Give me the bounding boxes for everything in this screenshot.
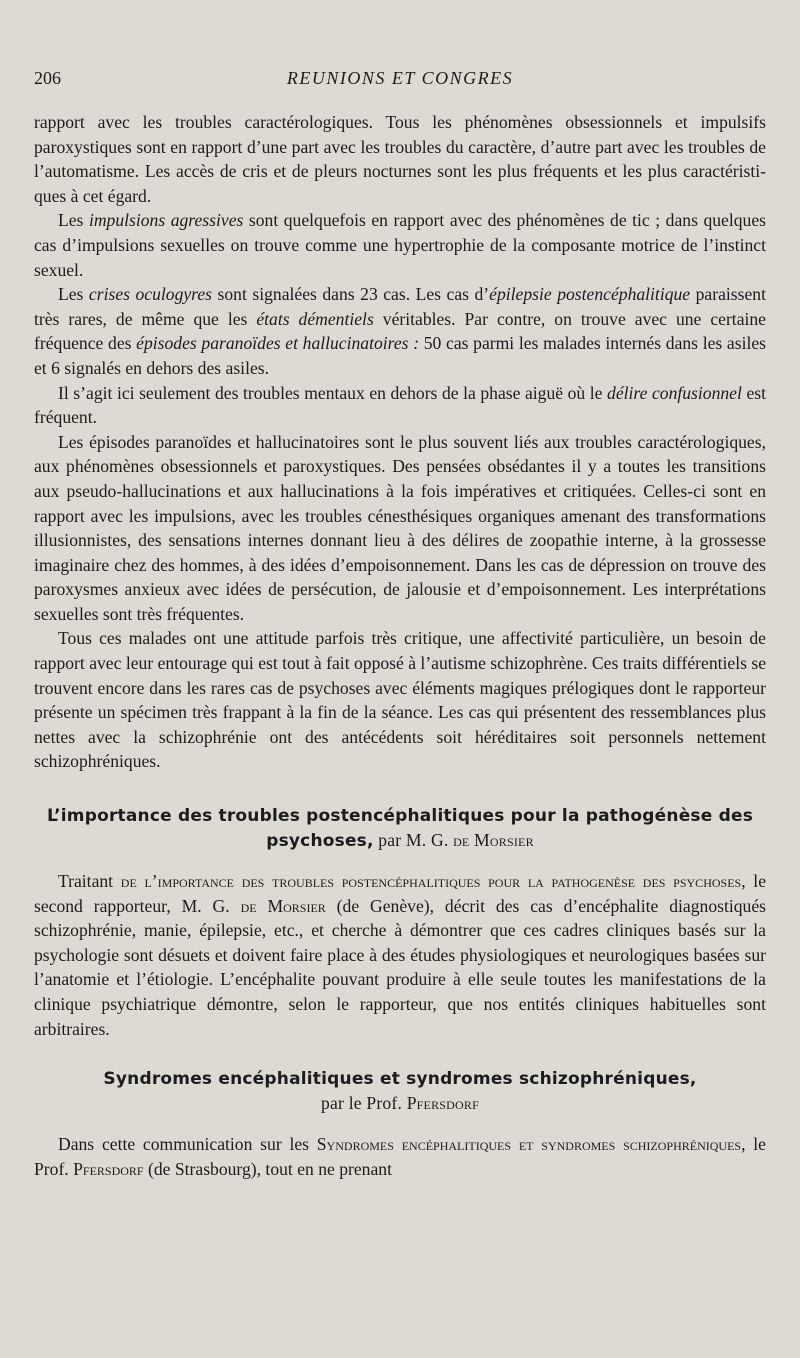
body-paragraph-episodes: Les épisodes paranoïdes et hallucinatoires sont le plus souvent liés aux troubles caractérologiques, aux phénomènes obsessionnels et paroxystiques. Des pensées obsédantes il y a toutes les transitions aux pseudo-hallucinations et aux hallucinations à la fois impératives et critiquées. Celles-ci sont en rapport avec les impulsions, avec les troubles cénesthésiques organiques amenant des transformations illusionnistes, des sensations internes donnant lieu à des délires de zoopathie interne, à la grossesse imaginaire chez des hommes, à des idées d’empoisonnement. Dans les cas de dépression on trouve des paroxysmes anxieux avec idées de persécution, de jalousie et d’empoisonnement. Les interprétations sexuelles sont très fréquentes. xyxy=(34,431,766,624)
page-number: 206 xyxy=(34,68,61,88)
body-paragraph-phase-aigue: Il s’agit ici seulement des troubles mentaux en dehors de la phase aiguë où le délire confusionnel est fréquent. xyxy=(34,382,766,428)
body-paragraph-attitude: Tous ces malades ont une attitude parfois très critique, une affectivité particulière, un besoin de rapport avec leur entourage qui est tout à fait opposé à l’autisme schizophrène. Ces traits différentiels se trouvent encore dans les rares cas de psychoses avec éléments magiques prélogiques dont le rapporteur présente un spécimen très frappant à la fin de la séance. Les cas qui présentent des ressemblances plus nettes avec la schizophrénie ont des antécédents soit héréditaires soit personnels nettement schizophréniques. xyxy=(34,628,767,772)
body-paragraph-impulsions: Les impulsions agressives sont quelquefois en rapport avec des phénomènes de tic ; dans quelques cas d’impulsions sexuelles on trouve comme une hypertrophie de la composante motrice de l’instinct sexuel. xyxy=(34,210,766,280)
section-byline: par le Prof. Pfersdorf xyxy=(321,1093,479,1114)
body-paragraph-pfersdorf: Dans cette communication sur les Syndromes encéphalitiques et syndromes schizophréniques, le Prof. Pfersdorf (de Strasbourg), tout en ne prenant xyxy=(34,1134,766,1179)
author-name: de Morsier xyxy=(453,830,534,851)
section-heading-morsier xyxy=(34,804,766,853)
running-header xyxy=(34,68,766,92)
emphasis-term: crises oculogyres xyxy=(88,284,213,305)
body-paragraph-crises: Les crises oculogyres sont signalées dans 23 cas. Les cas d’épilepsie postencéphalitique paraissent très rares, de même que les états démentiels véritables. Par contre, on trouve avec une certaine fréquence des épisodes paranoïdes et hallucinatoires : 50 cas parmi les malades internés dans les asiles et 6 signalés en dehors des asiles. xyxy=(34,284,767,378)
body-paragraph-continued: rapport avec les troubles caractérologiques. Tous les phénomènes obsessionnels et impulsifs paroxystiques sont en rapport d’une part avec les troubles du caractère, d’autre part avec les troubles de l’automatisme. Les accès de cris et de pleurs nocturnes sont les plus fréquents et les plus caractéristiques à cet égard. xyxy=(34,112,766,206)
body-paragraph-morsier: Traitant de l’importance des troubles postencéphalitiques pour la pathogenèse des psychoses, le second rapporteur, M. G. de Morsier (de Genève), décrit des cas d’encéphalite diagnostiqués schizophrénie, manie, épilepsie, etc., et cherche à démontrer que ces cadres cliniques basés sur la psychologie sont désuets et doivent faire place à des études physiologiques et neurologiques basées sur l’anatomie et l’étiologie. L’encéphalite pouvant produire à elle seule toutes les manifestations de la clinique psychiatrique démontre, selon le rapporteur, que nos entités cliniques habituelles sont arbitraires. xyxy=(34,871,767,1039)
author-name: Pfersdorf xyxy=(73,1158,144,1179)
emphasis-term: épisodes paranoïdes et hallucinatoires : xyxy=(136,333,420,354)
running-title: REUNIONS ET CONGRES xyxy=(286,68,514,88)
emphasis-term: épilepsie postencéphalitique xyxy=(489,284,691,305)
emphasis-term: impulsions agressives xyxy=(88,210,244,231)
author-name: de Morsier xyxy=(240,895,326,916)
author-name: Pfersdorf xyxy=(406,1093,479,1114)
small-caps-title: de l’importance des troubles postencéphalitiques pour la pathogenèse des psychoses, xyxy=(120,871,746,892)
section-title: L’importance des troubles postencéphalitiques pour la pathogénèse des psychoses, xyxy=(46,806,754,852)
small-caps-title: Syndromes encéphalitiques et syndromes schizophréniques, xyxy=(316,1134,746,1155)
section-title: Syndromes encéphalitiques et syndromes schizophréniques, xyxy=(103,1069,697,1090)
emphasis-term: délire confusionnel xyxy=(607,382,742,403)
emphasis-term: états démentiels xyxy=(256,308,374,329)
section-byline: par M. G. de Morsier xyxy=(373,830,534,851)
section-heading-pfersdorf xyxy=(34,1067,766,1116)
